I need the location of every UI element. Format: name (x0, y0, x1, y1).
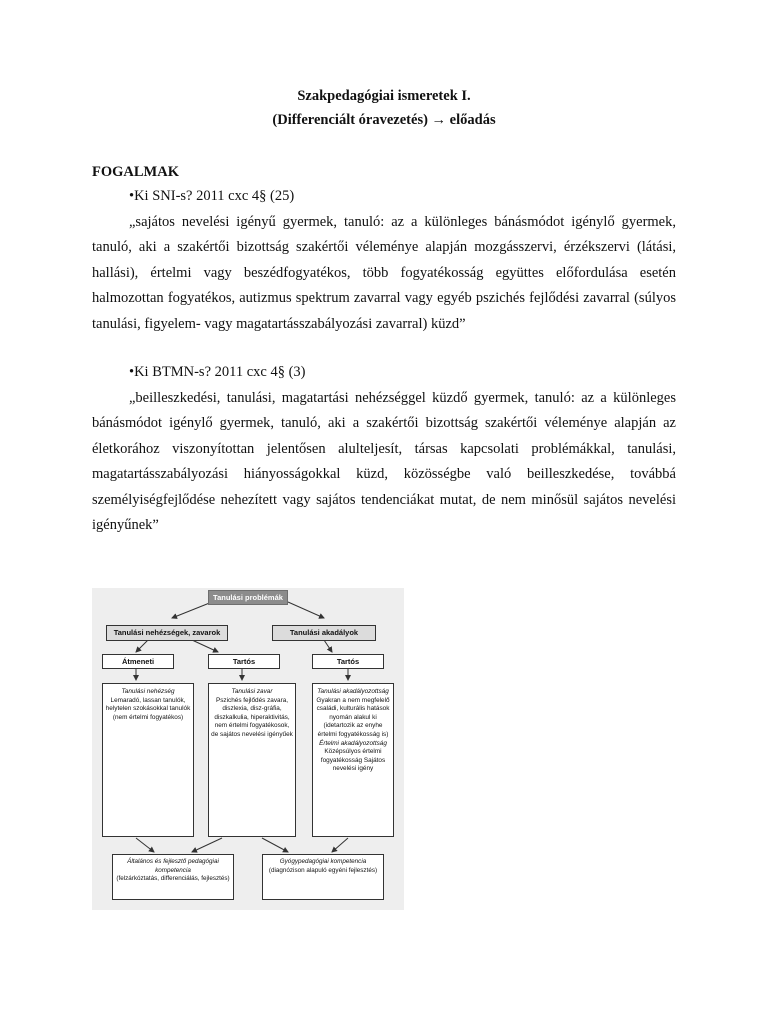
document-title: Szakpedagógiai ismeretek I. (297, 88, 471, 104)
cell-learning-disorder (208, 683, 296, 837)
cell3-title2: Értelmi akadályozottság (319, 739, 387, 747)
btmn-definition: „beilleszkedési, tanulási, magatartási nehézséggel küzdő gyermek, tanuló: az a különleges bánásmódot igénylő gyermek, tanuló, aki a szakértői bizottság szakértői véleménye alapján az életkorához viszonyítottan jelentősen alulteljesít, társas kapcsolati problémákkal, tanulási, magatartásszabályozási hiányosságokkal küzd, közösségbe való beilleszkedése, továbbá személyiségfejlődése nehezített vagy sajátos tendenciákat mutat, de nem minősül sajátos nevelési igényűnek” (92, 390, 676, 534)
learning-problems-diagram (92, 588, 404, 910)
cell3-text2: Középsúlyos értelmi fogyatékosság Sajátos nevelési igény (320, 748, 386, 773)
document-subtitle: (Differenciált óravezetés) → előadás (272, 112, 496, 128)
comp-general (112, 854, 234, 900)
branch-obstacles: Tanulási akadályok (272, 625, 376, 641)
cell2-text: Pszichés fejlődés zavara, diszlexia, disz-gráfia, diszkalkulia, hiperaktivitás, nem értelmi fogyatékosok, de sajátos nevelési igényűek (211, 696, 293, 738)
cell2-title: Tanulási zavar (231, 688, 273, 695)
cell1-title: Tanulási nehézség (121, 688, 175, 695)
cell-learning-obstacle (312, 683, 394, 837)
sni-question: •Ki SNI-s? 2011 cxc 4§ (25) (129, 188, 295, 204)
sni-definition: „sajátos nevelési igényű gyermek, tanuló: az a különleges bánásmódot igénylő gyermek, tanuló, aki a szakértői bizottság szakértői véleménye alapján mozgásszervi, érzékszervi (látási, hallási), értelmi vagy beszédfogyatékos, több fogyatékosság együttes előfordulása esetén halmozottan fogyatékos, autizmus spektrum zavarral vagy egyéb pszichés fejlődési zavarral (súlyos tanulási, figyelem- vagy magatartásszabályozási zavarral) küzd” (92, 214, 676, 332)
level-permanent-right: Tartós (312, 654, 384, 669)
btmn-question: •Ki BTMN-s? 2011 cxc 4§ (3) (129, 364, 306, 380)
comp2-text: (diagnózison alapuló egyéni fejlesztés) (268, 866, 378, 874)
comp2-title: Gyógypedagógiai kompetencia (279, 858, 367, 865)
cell-learning-difficulty (102, 683, 194, 837)
comp1-text: (felzárkóztatás, differenciálás, fejlesztés) (116, 875, 230, 882)
root-box: Tanulási problémák (208, 590, 288, 605)
comp1-title: Általános és fejlesztő pedagógiai kompetencia (127, 858, 219, 874)
branch-difficulties: Tanulási nehézségek, zavarok (106, 625, 228, 641)
level-transient: Átmeneti (102, 654, 174, 669)
cell3-title: Tanulási akadályozottság (317, 688, 389, 695)
comp-special (262, 854, 384, 900)
cell1-text: Lemaradó, lassan tanulók, helytelen szokásokkal tanulók (nem értelmi fogyatékos) (105, 696, 191, 721)
cell3-text: Gyakran a nem megfelelő családi, kulturális hatások nyomán alakul ki (idetartozik az enyhe értelmi fogyatékosság is) (316, 696, 390, 738)
section-heading: FOGALMAK (92, 164, 179, 180)
level-permanent-mid: Tartós (208, 654, 280, 669)
